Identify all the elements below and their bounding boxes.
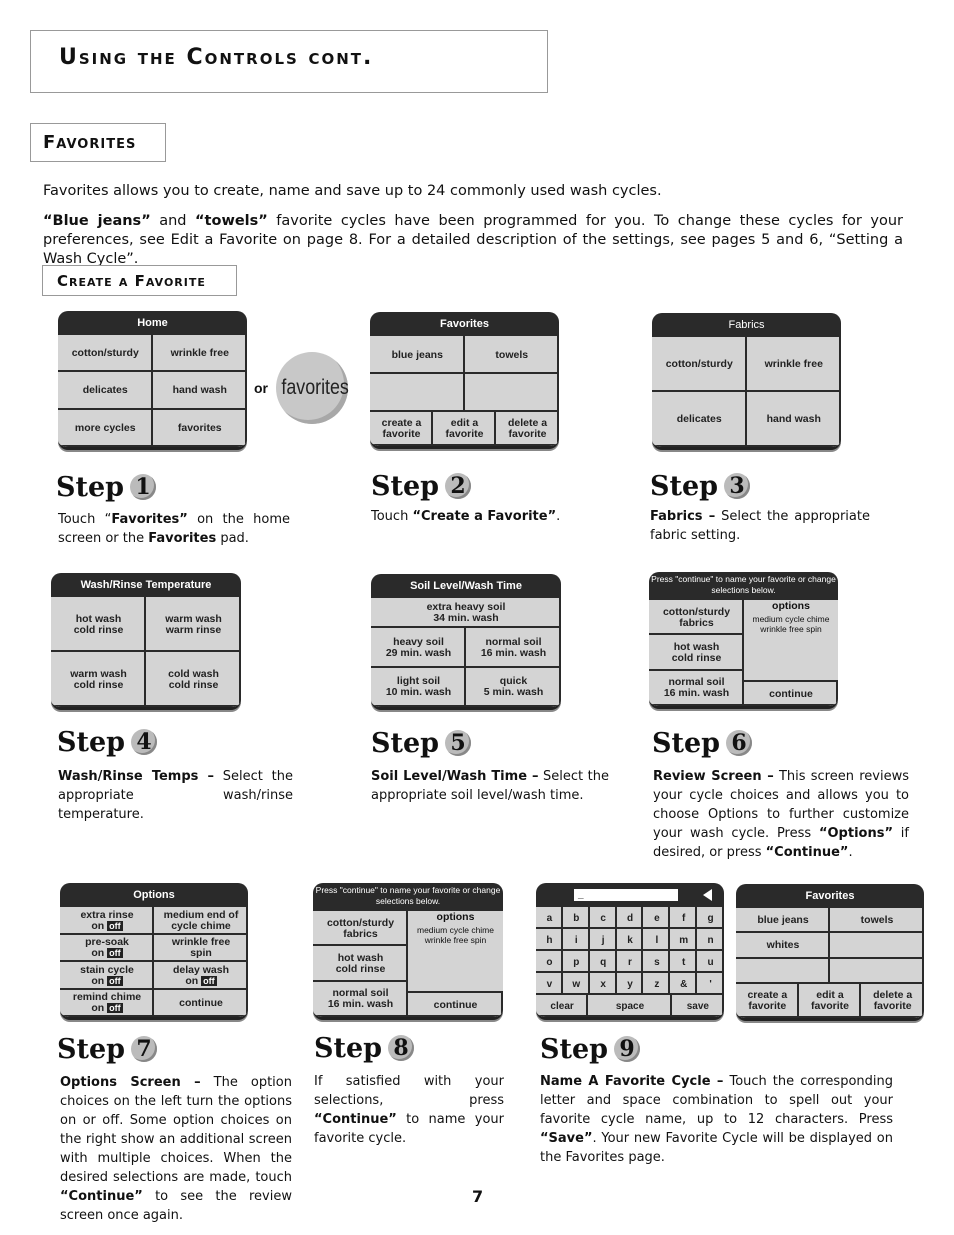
option-button[interactable]: heavy soil 29 min. wash (371, 628, 466, 668)
option-button[interactable]: create a favorite (736, 984, 799, 1018)
wash-rinse-screen (51, 573, 241, 710)
key-f[interactable]: f (670, 907, 697, 929)
step-number: 8 (388, 1035, 414, 1061)
screen-header: Home (58, 311, 247, 335)
review-left-grid (649, 600, 744, 706)
step-3-desc: Fabrics – Select the appropriate fabric setting. (650, 509, 870, 543)
name-input[interactable]: _ (574, 889, 678, 901)
step-4-label (57, 727, 157, 758)
step-word: Step (371, 471, 440, 502)
key-j[interactable]: j (590, 929, 617, 951)
key-h[interactable]: h (536, 929, 563, 951)
step-word: Step (371, 728, 440, 759)
option-button[interactable]: towels (830, 908, 924, 933)
step-word: Step (540, 1034, 609, 1065)
on-label: on (185, 974, 202, 987)
keyboard-screen (536, 883, 724, 1020)
option-button[interactable]: blue jeans (736, 908, 830, 933)
off-label: off (109, 920, 121, 931)
keyboard-header (536, 883, 724, 907)
key-r[interactable]: r (617, 951, 644, 973)
step-4-desc: Wash/Rinse Temps – Select the appropriate wash/rinse temperature. (58, 769, 293, 822)
favorites-grid (370, 336, 559, 412)
option-button[interactable]: blue jeans (370, 336, 465, 374)
off-label: off (203, 975, 215, 986)
key-t[interactable]: t (670, 951, 697, 973)
or-label: or (254, 380, 268, 396)
step-6-label (652, 728, 752, 759)
step-word: Step (56, 472, 125, 503)
key-&[interactable]: & (670, 973, 697, 995)
options-button[interactable] (744, 600, 838, 682)
step-9-desc: Name A Favorite Cycle – Touch the corresponding letter and space combination to spell out your favorite cycle name, up to 12 characters. Press “Save”. Your new Favorite Cycle will be displayed on the Favorites page. (540, 1074, 893, 1165)
key-g[interactable]: g (697, 907, 724, 929)
wash-rinse-grid (51, 597, 241, 707)
towels-bold: “towels” (195, 213, 268, 229)
favorites-actions (370, 412, 559, 446)
delay-wash-toggle[interactable] (154, 962, 248, 990)
continue-button[interactable]: continue (744, 682, 838, 706)
page-title: Using the Controls cont. (59, 45, 374, 70)
on-label: on (91, 1002, 108, 1015)
key-i[interactable]: i (563, 929, 590, 951)
option-button[interactable]: hot wash cold rinse (313, 946, 408, 981)
fabrics-screen (652, 313, 841, 450)
option-button[interactable]: delete a favorite (496, 412, 559, 446)
and-text: and (150, 213, 196, 229)
step-7-desc: Options Screen – The option choices on the left turn the options on or off. Some option choices on the right show an additional screen with multiple choices. When the desired selections are made, touch “Continue” to see the review screen once again. (60, 1075, 292, 1223)
option-button[interactable]: wrinkle free (747, 337, 842, 392)
key-z[interactable]: z (643, 973, 670, 995)
step-word: Step (57, 727, 126, 758)
on-label: on (91, 947, 108, 960)
screen-header: Fabrics (652, 313, 841, 337)
favorites-pad[interactable] (276, 352, 348, 424)
option-button[interactable]: hand wash (153, 372, 248, 409)
key-b[interactable]: b (563, 907, 590, 929)
review-left-grid (313, 911, 408, 1017)
option-button[interactable]: wrinkle free (153, 335, 248, 372)
option-toggle[interactable] (60, 990, 154, 1018)
section-heading-box (30, 123, 166, 162)
options-list: medium cycle chime wrinkle free spin (752, 614, 830, 634)
option-toggle[interactable] (60, 935, 154, 963)
home-grid (58, 335, 247, 447)
screen-header: Soil Level/Wash Time (371, 574, 561, 598)
option-name: stain cycle (80, 963, 134, 976)
option-button[interactable]: normal soil 16 min. wash (466, 628, 561, 668)
keyboard-bottom-row (536, 995, 724, 1017)
step-9-label (540, 1034, 640, 1065)
section-heading: Favorites (43, 132, 137, 153)
step-1-label (56, 472, 156, 503)
favorites-screen (370, 312, 559, 449)
programmed-text (43, 212, 903, 269)
step-word: Step (652, 728, 721, 759)
off-label: off (109, 975, 121, 986)
step-number: 4 (131, 729, 157, 755)
key-n[interactable]: n (697, 929, 724, 951)
step-number: 6 (726, 730, 752, 756)
key-'[interactable]: ' (697, 973, 724, 995)
step-word: Step (57, 1034, 126, 1065)
option-button[interactable]: edit a favorite (799, 984, 862, 1018)
favorites-grid (736, 908, 924, 984)
step-number: 5 (445, 730, 471, 756)
step-8-desc: If satisfied with your selections, press “Continue” to name your favorite cycle. (314, 1074, 504, 1146)
key-y[interactable]: y (617, 973, 644, 995)
empty-slot (370, 374, 465, 412)
programmed-rest: favorite cycles have been programmed for you. To change these cycles for your preferences, see Edit a Favorite on page 8. For a detailed description of the settings, see pages 5 and 6, “Setting a Wash Cycle”. (43, 213, 903, 267)
option-button[interactable]: cold wash cold rinse (146, 652, 241, 707)
keyboard-grid (536, 907, 724, 995)
option-toggle[interactable] (60, 962, 154, 990)
on-label: on (91, 919, 108, 932)
option-button[interactable]: whites (736, 933, 830, 958)
step-3-label (650, 471, 750, 502)
soil-level-screen (371, 574, 561, 710)
favorites-screen-updated (736, 884, 924, 1021)
option-button[interactable]: cotton/sturdy fabrics (313, 911, 408, 946)
option-button[interactable]: normal soil 16 min. wash (313, 982, 408, 1017)
option-name: remind chime (72, 991, 142, 1004)
options-list: medium cycle chime wrinkle free spin (417, 925, 494, 945)
key-m[interactable]: m (670, 929, 697, 951)
option-button[interactable]: more cycles (58, 410, 153, 447)
option-button[interactable]: delete a favorite (861, 984, 924, 1018)
key-l[interactable]: l (643, 929, 670, 951)
page-title-box (30, 30, 548, 93)
page-number: 7 (472, 1187, 484, 1206)
soil-option[interactable]: extra heavy soil 34 min. wash (371, 598, 561, 628)
key-x[interactable]: x (590, 973, 617, 995)
fabrics-grid (652, 337, 841, 447)
option-button[interactable]: medium end of cycle chime (154, 907, 248, 935)
option-button[interactable]: warm wash warm rinse (146, 597, 241, 652)
key-v[interactable]: v (536, 973, 563, 995)
clear-key[interactable]: clear (536, 995, 588, 1017)
options-screen (60, 883, 248, 1020)
subsection-heading: Create a Favorite (57, 272, 206, 290)
key-a[interactable]: a (536, 907, 563, 929)
step-number: 2 (445, 473, 471, 499)
favorites-actions (736, 984, 924, 1018)
option-button[interactable]: hot wash cold rinse (649, 635, 744, 670)
screen-header: Favorites (736, 884, 924, 908)
screen-header: Press "continue" to name your favorite or change selections below. (649, 572, 838, 600)
key-s[interactable]: s (643, 951, 670, 973)
step-2-desc: Touch “Create a Favorite”. (371, 509, 561, 524)
key-u[interactable]: u (697, 951, 724, 973)
step-7-label (57, 1034, 157, 1065)
step-5-desc: Soil Level/Wash Time – Select the appropriate soil level/wash time. (371, 769, 609, 803)
option-button[interactable]: quick 5 min. wash (466, 668, 561, 708)
option-button[interactable]: favorites (153, 410, 248, 447)
step-8-label (314, 1033, 414, 1064)
step-word: Step (314, 1033, 383, 1064)
intro-text: Favorites allows you to create, name and save up to 24 commonly used wash cycles. (43, 183, 662, 199)
step-number: 3 (724, 473, 750, 499)
step-2-label (371, 471, 471, 502)
options-button[interactable] (408, 911, 503, 993)
key-d[interactable]: d (617, 907, 644, 929)
option-button[interactable]: hand wash (747, 392, 842, 447)
step-number: 1 (130, 474, 156, 500)
step-number: 7 (131, 1036, 157, 1062)
option-button[interactable]: hot wash cold rinse (51, 597, 146, 652)
save-key[interactable]: save (672, 995, 724, 1017)
on-label: on (91, 974, 108, 987)
options-title: options (772, 600, 810, 612)
options-grid (60, 907, 248, 1017)
option-button[interactable]: warm wash cold rinse (51, 652, 146, 707)
option-button[interactable]: wrinkle free spin (154, 935, 248, 963)
options-title: options (436, 911, 475, 923)
favorites-pad-label: favorites (281, 376, 349, 399)
empty-slot (736, 959, 830, 984)
option-name: extra rinse (80, 908, 134, 921)
screen-header: Wash/Rinse Temperature (51, 573, 241, 597)
key-o[interactable]: o (536, 951, 563, 973)
step-1-desc: Touch “Favorites” on the home screen or the Favorites pad. (58, 512, 291, 546)
option-toggle[interactable] (60, 907, 154, 935)
option-button[interactable]: delicates (652, 392, 747, 447)
option-button[interactable]: delicates (58, 372, 153, 409)
screen-header: Favorites (370, 312, 559, 336)
continue-button[interactable]: continue (154, 990, 248, 1018)
home-screen (58, 311, 247, 450)
off-label: off (109, 948, 121, 959)
off-label: off (109, 1003, 121, 1014)
key-c[interactable]: c (590, 907, 617, 929)
review-screen (649, 572, 838, 709)
key-k[interactable]: k (617, 929, 644, 951)
space-key[interactable]: space (588, 995, 672, 1017)
empty-slot (830, 933, 924, 958)
key-e[interactable]: e (643, 907, 670, 929)
key-p[interactable]: p (563, 951, 590, 973)
option-name: pre-soak (85, 936, 129, 949)
step-word: Step (650, 471, 719, 502)
step-5-label (371, 728, 471, 759)
review-screen-2 (313, 883, 503, 1020)
key-w[interactable]: w (563, 973, 590, 995)
empty-slot (465, 374, 560, 412)
backspace-icon[interactable] (703, 889, 712, 901)
option-button[interactable]: create a favorite (370, 412, 433, 446)
subsection-heading-box (42, 265, 237, 296)
step-6-desc: Review Screen – This screen reviews your cycle choices and allows you to choose Options to further customize your wash cycle. Press “Options” if desired, or press “Continue”. (653, 769, 909, 860)
empty-slot (830, 959, 924, 984)
option-name: delay wash (172, 963, 230, 976)
continue-button[interactable]: continue (408, 993, 503, 1017)
option-button[interactable]: light soil 10 min. wash (371, 668, 466, 708)
step-number: 9 (614, 1036, 640, 1062)
option-button[interactable]: cotton/sturdy fabrics (649, 600, 744, 635)
key-q[interactable]: q (590, 951, 617, 973)
option-button[interactable]: towels (465, 336, 560, 374)
option-button[interactable]: cotton/sturdy (652, 337, 747, 392)
screen-header: Press "continue" to name your favorite or change selections below. (313, 883, 503, 911)
option-button[interactable]: cotton/sturdy (58, 335, 153, 372)
screen-header: Options (60, 883, 248, 907)
option-button[interactable]: edit a favorite (433, 412, 496, 446)
blue-jeans-bold: “Blue jeans” (43, 213, 151, 229)
soil-grid (371, 628, 561, 707)
option-button[interactable]: normal soil 16 min. wash (649, 671, 744, 706)
